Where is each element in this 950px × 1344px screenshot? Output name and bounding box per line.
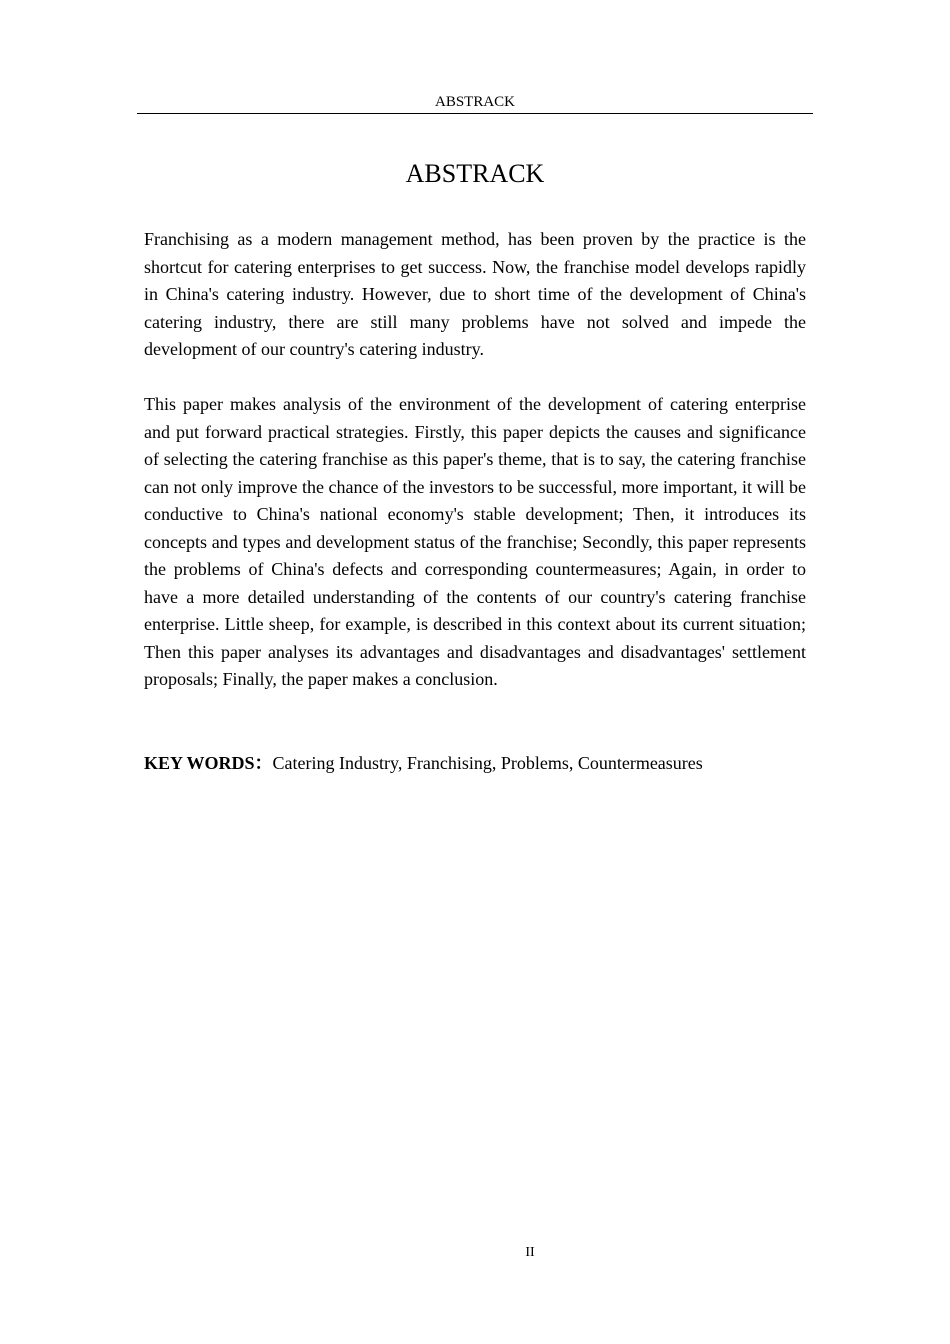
- keywords-label: KEY WORDS：: [144, 753, 273, 773]
- keywords-value: Catering Industry, Franchising, Problems, Countermeasures: [272, 753, 703, 773]
- abstract-paragraph-1: Franchising as a modern management method, has been proven by the practice is the shortcut for catering enterprises to get success. Now, the franchise model develops rapidly in China's catering industry. However, due to short time of the development of China's catering industry, there are still many problems have not solved and impede the development of our country's catering industry.: [144, 229, 806, 359]
- page-title: ABSTRACK: [405, 159, 545, 188]
- running-header: [137, 92, 813, 114]
- keywords-line: [144, 750, 806, 778]
- page-number: II: [525, 1245, 535, 1260]
- running-header-title: ABSTRACK: [434, 94, 516, 110]
- abstract-paragraph-2: This paper makes analysis of the environment of the development of catering enterprise and put forward practical strategies. Firstly, this paper depicts the causes and significance of selecting the catering franchise as this paper's theme, that is to say, the catering franchise can not only improve the chance of the investors to be successful, more important, it will be conductive to China's national economy's stable development; Then, it introduces its concepts and types and development status of the franchise; Secondly, this paper represents the problems of China's defects and corresponding countermeasures; Again, in order to have a more detailed understanding of the contents of our country's catering franchise enterprise. Little sheep, for example, is described in this context about its current situation; Then this paper analyses its advantages and disadvantages and disadvantages' settlement proposals; Finally, the paper makes a conclusion.: [144, 394, 806, 689]
